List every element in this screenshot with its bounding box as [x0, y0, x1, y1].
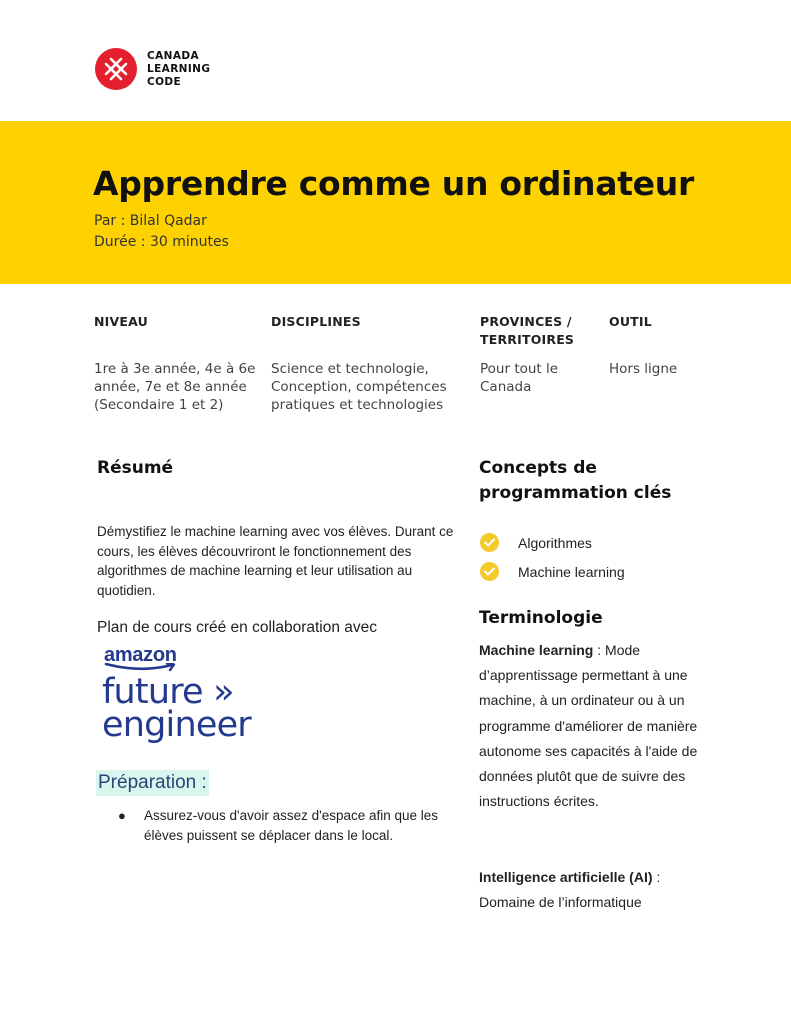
disciplines-line: Science et technologie,: [271, 361, 429, 377]
list-item: [480, 557, 625, 586]
list-item: [118, 806, 468, 846]
provinces-heading-line: TERRITOIRES: [480, 332, 575, 347]
disciplines-line: Conception, compétences: [271, 379, 447, 395]
future-engineer-line: engineer: [102, 705, 251, 745]
resume-text: Démystifiez le machine learning avec vos élèves. Durant ce cours, les élèves découvriront le fonctionnement des algorithmes de machine learning et leur utilisation au quotidien.: [97, 524, 454, 598]
provinces-heading-line: PROVINCES /: [480, 314, 572, 329]
duration-text: Durée : 30 minutes: [94, 234, 229, 250]
collaboration-text: Plan de cours créé en collaboration avec: [97, 619, 378, 636]
term-definition: : Domaine de l’informatique: [479, 869, 661, 911]
provinces-value: [480, 360, 558, 396]
disciplines-line: pratiques et technologies: [271, 397, 444, 413]
outil-heading: OUTIL: [609, 314, 652, 329]
preparation-item-text: Assurez-vous d'avoir assez d'espace afin que les élèves puissent se déplacer dans le local.: [144, 808, 439, 843]
amazon-logo: [104, 644, 178, 672]
niveau-line: 1re à 3e année, 4e à 6e: [94, 361, 256, 377]
niveau-heading: NIVEAU: [94, 314, 148, 329]
outil-line: Hors ligne: [609, 361, 678, 377]
provinces-line: Canada: [480, 379, 532, 395]
term-machine-learning: [479, 638, 719, 814]
preparation-list: [118, 806, 468, 846]
provinces-line: Pour tout le: [480, 361, 559, 377]
resume-title: Résumé: [97, 458, 174, 478]
page-title: Apprendre comme un ordinateur: [93, 164, 694, 203]
term-name: Intelligence artificielle (AI): [479, 869, 653, 885]
logo-mark-icon: [95, 48, 137, 90]
niveau-line: année, 7e et 8e année: [94, 379, 247, 395]
list-item: [480, 528, 625, 557]
disciplines-value: [271, 360, 447, 414]
term-intelligence-artificielle: [479, 865, 719, 915]
amazon-wordmark: amazon: [104, 644, 177, 666]
check-icon: [480, 533, 499, 552]
concepts-title: Concepts de programmation clés: [479, 458, 672, 503]
logo-line: CANADA: [147, 49, 199, 62]
future-engineer-logo: [102, 672, 251, 745]
niveau-value: [94, 360, 255, 414]
outil-value: [609, 360, 677, 378]
logo-text: [147, 50, 210, 89]
preparation-heading: Préparation :: [96, 770, 209, 796]
term-name: Machine learning: [479, 642, 594, 658]
author-text: Par : Bilal Qadar: [94, 213, 207, 229]
niveau-line: (Secondaire 1 et 2): [94, 397, 224, 413]
bullet-icon: ●: [118, 808, 126, 823]
logo-line: CODE: [147, 75, 182, 88]
concept-label: Algorithmes: [518, 534, 592, 551]
concept-label: Machine learning: [518, 563, 625, 580]
term-definition: : Mode d’apprentissage permettant à une machine, à un ordinateur ou à un programme d'améliorer de manière autonome ses capacités à l'aide de données plutôt que de suivre des instructions écrites.: [479, 642, 698, 810]
logo-line: LEARNING: [147, 62, 211, 75]
check-icon: [480, 562, 499, 581]
disciplines-heading: DISCIPLINES: [271, 314, 361, 329]
canada-learning-code-logo: [95, 48, 210, 90]
terminologie-title: Terminologie: [479, 608, 603, 628]
future-engineer-line: future »: [102, 672, 234, 712]
concepts-list: [480, 528, 625, 586]
header-banner: [0, 121, 791, 284]
provinces-heading: [480, 313, 574, 349]
